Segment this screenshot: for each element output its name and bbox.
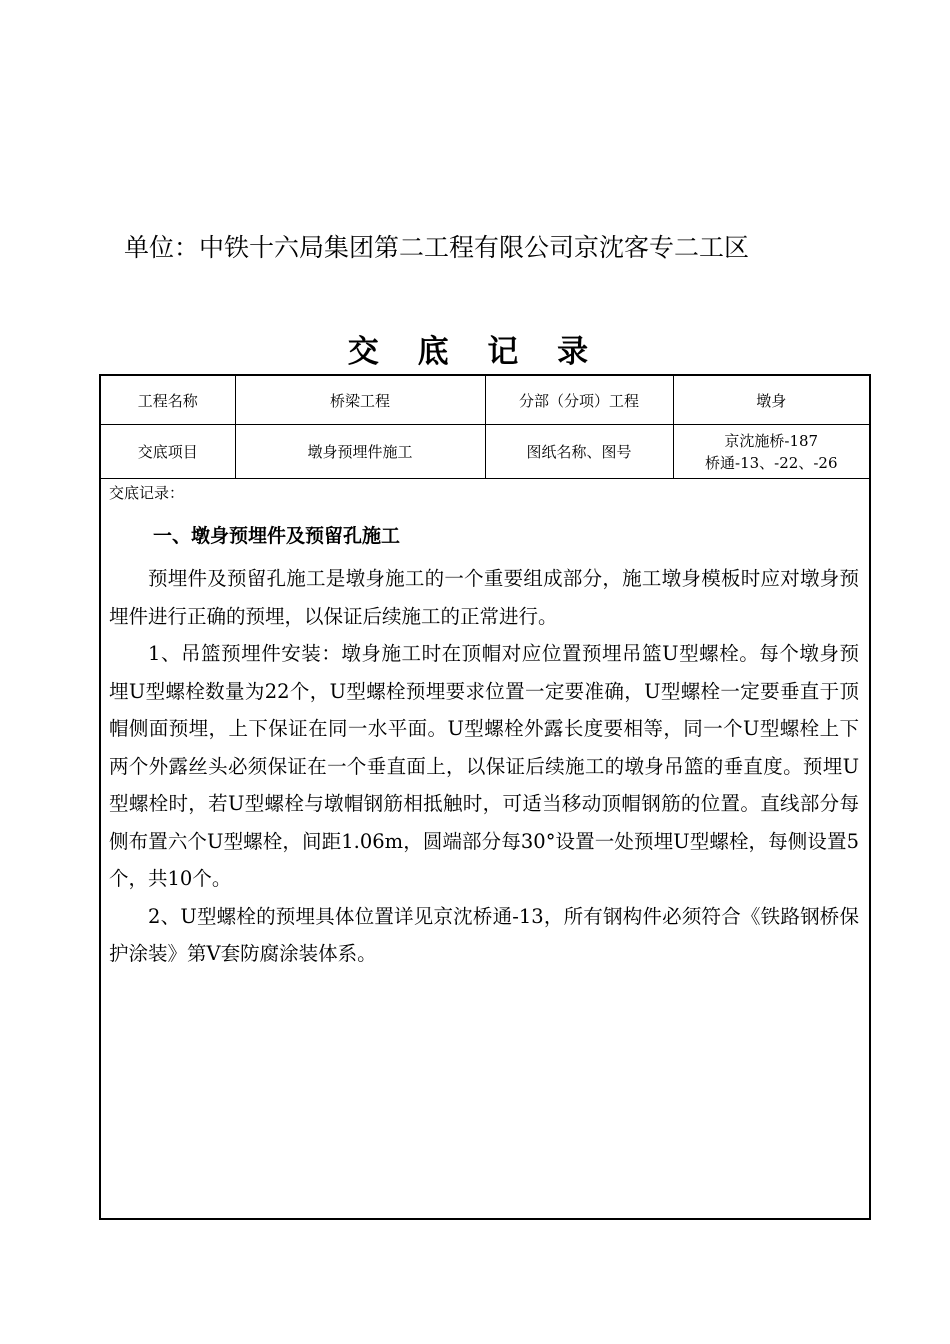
unit-line: 单位：中铁十六局集团第二工程有限公司京沈客专二工区 xyxy=(124,233,750,262)
info-row xyxy=(101,376,869,425)
item-value: 墩身预埋件施工 xyxy=(235,425,485,479)
info-row xyxy=(101,425,869,479)
record-form xyxy=(99,374,871,1220)
paragraph-item-1: 1、吊篮预埋件安装：墩身施工时在顶帽对应位置预埋吊篮U型螺栓。每个墩身预埋U型螺栓数量为22个，U型螺栓预埋要求位置一定要准确，U型螺栓一定要垂直于顶帽侧面预埋，上下保证在同一水平面。U型螺栓外露长度要相等，同一个U型螺栓上下两个外露丝头必须保证在一个垂直面上，以保证后续施工的墩身吊篮的垂直度。预埋U型螺栓时，若U型螺栓与墩帽钢筋相抵触时，可适当移动顶帽钢筋的位置。直线部分每侧布置六个U型螺栓，间距1.06m，圆端部分每30°设置一处预埋U型螺栓，每侧设置5个，共10个。 xyxy=(109,642,859,890)
project-name-value: 桥梁工程 xyxy=(235,376,485,425)
drawing-number-line2: 桥通-13、-22、-26 xyxy=(705,453,838,472)
drawing-value xyxy=(673,425,869,479)
record-label: 交底记录： xyxy=(109,484,185,502)
info-table xyxy=(101,376,869,479)
drawing-number-line1: 京沈施桥-187 xyxy=(724,431,819,450)
record-body xyxy=(101,478,869,1218)
drawing-label: 图纸名称、图号 xyxy=(485,425,673,479)
item-label: 交底项目 xyxy=(101,425,235,479)
document-title: 交 底 记 录 xyxy=(347,334,603,370)
division-label: 分部（分项）工程 xyxy=(485,376,673,425)
record-paragraphs xyxy=(109,560,859,973)
section-heading: 一、墩身预埋件及预留孔施工 xyxy=(153,525,401,547)
paragraph-item-2: 2、U型螺栓的预埋具体位置详见京沈桥通-13，所有钢构件必须符合《铁路钢桥保护涂装》第V套防腐涂装体系。 xyxy=(109,904,859,965)
division-value: 墩身 xyxy=(673,376,869,425)
paragraph-intro: 预埋件及预留孔施工是墩身施工的一个重要组成部分，施工墩身模板时应对墩身预埋件进行正确的预埋，以保证后续施工的正常进行。 xyxy=(109,567,859,628)
project-name-label: 工程名称 xyxy=(101,376,235,425)
